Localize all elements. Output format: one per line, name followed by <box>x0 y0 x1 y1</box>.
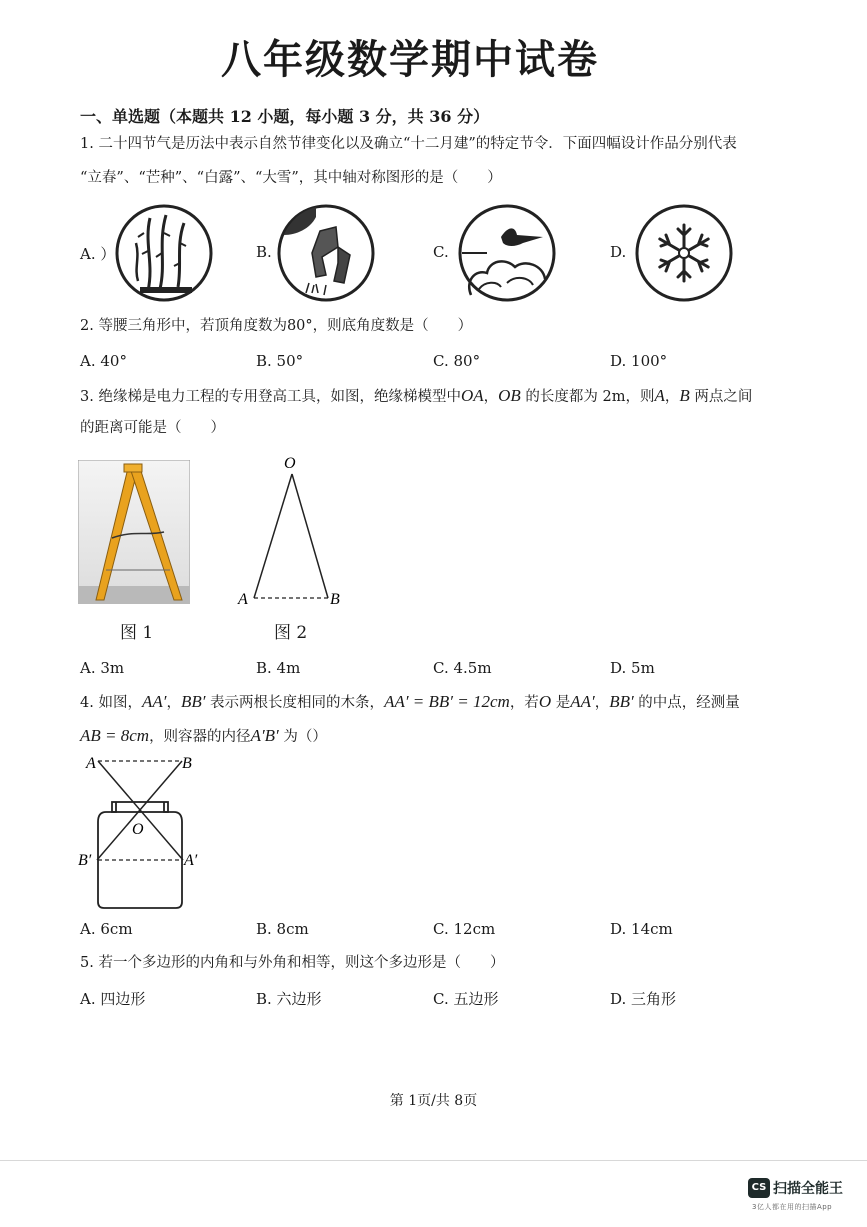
q4-option-c: C. 12cm <box>433 920 496 938</box>
q4-var-bb2: BB′ <box>609 692 634 711</box>
q4-line2 <box>80 726 327 746</box>
q3-var-b: B <box>679 386 690 405</box>
q5-option-d: D. 三角形 <box>610 990 677 1008</box>
q3-line1 <box>80 386 752 406</box>
q4-text-e: 的中点，经测量 <box>633 695 740 711</box>
q5-option-a: A. 四边形 <box>80 990 146 1008</box>
q3-text-e: 两点之间 <box>689 389 753 405</box>
q3-options <box>80 659 780 681</box>
q4-equation: AA′ = BB′ = 12cm <box>384 692 510 711</box>
q2-option-a: A. 40° <box>80 352 127 370</box>
q3-fig1-caption: 图 1 <box>120 623 154 643</box>
q3-triangle-diagram <box>232 452 352 612</box>
q1-option-b: B. <box>256 243 272 261</box>
q4-line1 <box>80 692 740 712</box>
q4-options <box>80 920 780 942</box>
willow-solar-term-icon <box>114 203 214 303</box>
scanner-app-name: 扫描全能王 <box>773 1180 843 1197</box>
section-heading: 一、单选题（本题共 12 小题，每小题 3 分，共 36 分） <box>80 107 490 126</box>
label-a: A <box>238 591 248 608</box>
q4-text-g: 为（） <box>278 729 327 745</box>
q4-text-d: 是 <box>551 695 571 711</box>
q4-option-d: D. 14cm <box>610 920 673 938</box>
scanner-watermark <box>748 1177 843 1198</box>
q4-var-apbp: A′B′ <box>250 726 279 745</box>
page-number: 第 1页/共 8页 <box>389 1093 478 1109</box>
q3-var-a: A <box>654 386 665 405</box>
q1-option-a: A. ） <box>80 245 116 263</box>
bird-cloud-solar-term-icon <box>457 203 557 303</box>
q3-line2: 的距离可能是（ ） <box>80 420 225 436</box>
q2-option-b: B. 50° <box>256 352 304 370</box>
q4-option-a: A. 6cm <box>80 920 133 938</box>
farmer-solar-term-icon <box>276 203 376 303</box>
q5-option-c: C. 五边形 <box>433 990 499 1008</box>
q4-sep2: ， <box>594 695 610 711</box>
q4-var-aa: AA′ <box>141 692 167 711</box>
label-a: A <box>86 755 96 772</box>
q3-text-a: 3. 绝缘梯是电力工程的专用登高工具，如图，绝缘梯模型中 <box>80 389 461 405</box>
q4-var-aa2: AA′ <box>570 692 595 711</box>
q4-text-f: ，则容器的内径 <box>149 729 251 745</box>
label-o: O <box>284 455 296 472</box>
q2-option-c: C. 80° <box>433 352 481 370</box>
q2-option-d: D. 100° <box>610 352 668 370</box>
snowflake-icon <box>634 203 734 303</box>
q5-option-b: B. 六边形 <box>256 990 322 1008</box>
q3-option-a: A. 3m <box>80 659 125 677</box>
q1-option-c: C. <box>433 243 449 261</box>
q4-var-o: O <box>538 692 552 711</box>
exam-title: 八年级数学期中试卷 <box>221 37 599 83</box>
label-o: O <box>132 821 144 838</box>
q4-sep: ， <box>166 695 181 711</box>
q4-text-a: 4. 如图， <box>80 695 142 711</box>
ladder-photo <box>78 460 190 604</box>
q5-options <box>80 988 780 1010</box>
camscanner-logo-icon: CS <box>748 1178 770 1198</box>
divider <box>0 1160 867 1161</box>
q3-fig2-caption: 图 2 <box>274 623 308 643</box>
q4-text-b: 表示两根长度相同的木条， <box>205 695 385 711</box>
q3-text-b: ， <box>483 389 499 405</box>
q4-option-b: B. 8cm <box>256 920 309 938</box>
q1-option-d: D. <box>610 243 627 261</box>
q3-text-c: 的长度都为 2m，则 <box>520 389 655 405</box>
q3-option-c: C. 4.5m <box>433 659 492 677</box>
q5-stem: 5. 若一个多边形的内角和与外角和相等，则这个多边形是（ ） <box>80 955 505 971</box>
q3-text-d: ， <box>664 389 680 405</box>
label-b: B <box>182 755 192 772</box>
scanner-tagline: 3亿人都在用的扫描App <box>752 1203 833 1211</box>
q1-line1: 1. 二十四节气是历法中表示自然节律变化以及确立“十二月建”的特定节令．下面四幅设计作品分别代表 <box>80 136 737 152</box>
label-b: B <box>330 591 340 608</box>
label-a-prime: A′ <box>184 852 198 869</box>
q4-var-bb: BB′ <box>180 692 206 711</box>
label-b-prime: B′ <box>78 852 92 869</box>
q3-option-b: B. 4m <box>256 659 301 677</box>
q1-line2: “立春”、“芒种”、“白露”、“大雪”，其中轴对称图形的是（ ） <box>80 170 502 186</box>
q3-var-oa: OA <box>460 386 484 405</box>
q3-var-ob: OB <box>498 386 521 405</box>
q4-container-diagram <box>76 750 206 912</box>
q2-stem: 2. 等腰三角形中，若顶角度数为80°，则底角度数是（ ） <box>80 318 473 334</box>
q3-option-d: D. 5m <box>610 659 655 677</box>
q4-text-c: ，若 <box>509 695 539 711</box>
q4-ab-eq: AB = 8cm <box>80 726 150 745</box>
q2-options <box>80 352 780 374</box>
